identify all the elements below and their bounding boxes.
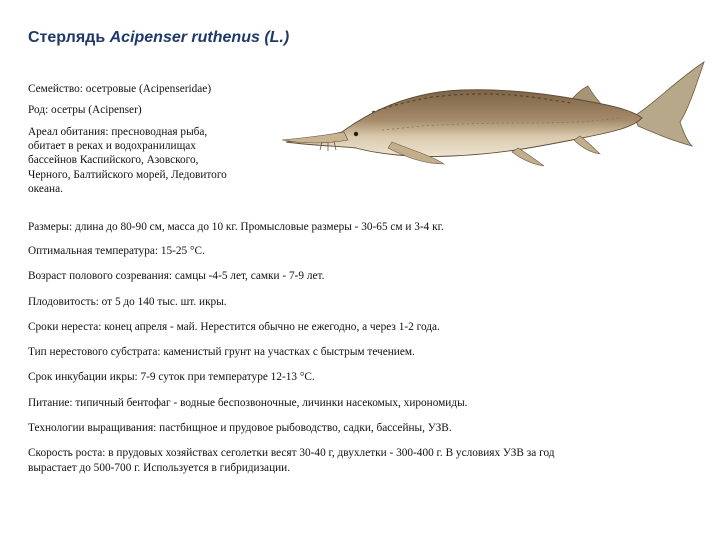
habitat-text: Ареал обитания: пресноводная рыба, обитает в реках и водохранилищах бассейнов Каспийского, Азовского, Черного, Балтийского морей, Ледовитого океана.	[28, 126, 227, 195]
snout	[282, 132, 348, 143]
substrate-text: Тип нерестового субстрата: каменистый грунт на участках с быстрым течением.	[28, 346, 415, 358]
spawning-text: Сроки нереста: конец апреля - май. Нерестится обычно не ежегодно, а через 1-2 года.	[28, 321, 440, 333]
genus-text: Род: осетры (Acipenser)	[28, 104, 142, 116]
pelvic-fin	[512, 148, 544, 166]
fish-eye	[354, 132, 358, 136]
fecundity-text: Плодовитость: от 5 до 140 тыс. шт. икры.	[28, 296, 227, 308]
maturity-text: Возраст полового созревания: самцы -4-5 лет, самки - 7-9 лет.	[28, 270, 325, 282]
anal-fin	[574, 136, 600, 154]
sterlet-fish-illustration	[282, 60, 712, 172]
page-title	[28, 29, 289, 47]
growth-text: Скорость роста: в прудовых хозяйствах сеголетки весят 30-40 г, двухлетки - 300-400 г. В условиях УЗВ за год вырастает до 500-700 г. Используется в гибридизации.	[28, 447, 555, 474]
temperature-text: Оптимальная температура: 15-25 °С.	[28, 245, 205, 257]
feeding-text: Питание: типичный бентофаг - водные беспозвоночные, личинки насекомых, хирономиды.	[28, 397, 468, 409]
title-latin: Acipenser ruthenus (L.)	[109, 29, 290, 46]
title-russian: Стерлядь	[28, 29, 106, 46]
technology-text: Технологии выращивания: пастбищное и прудовое рыбоводство, садки, бассейны, УЗВ.	[28, 422, 452, 434]
family-text: Семейство: осетровые (Acipenseridae)	[28, 83, 212, 95]
size-text: Размеры: длина до 80-90 см, масса до 10 кг. Промысловые размеры - 30-65 см и 3-4 кг.	[28, 221, 444, 233]
tail-fin	[634, 62, 704, 146]
incubation-text: Срок инкубации икры: 7-9 суток при температуре 12-13 °С.	[28, 371, 315, 383]
